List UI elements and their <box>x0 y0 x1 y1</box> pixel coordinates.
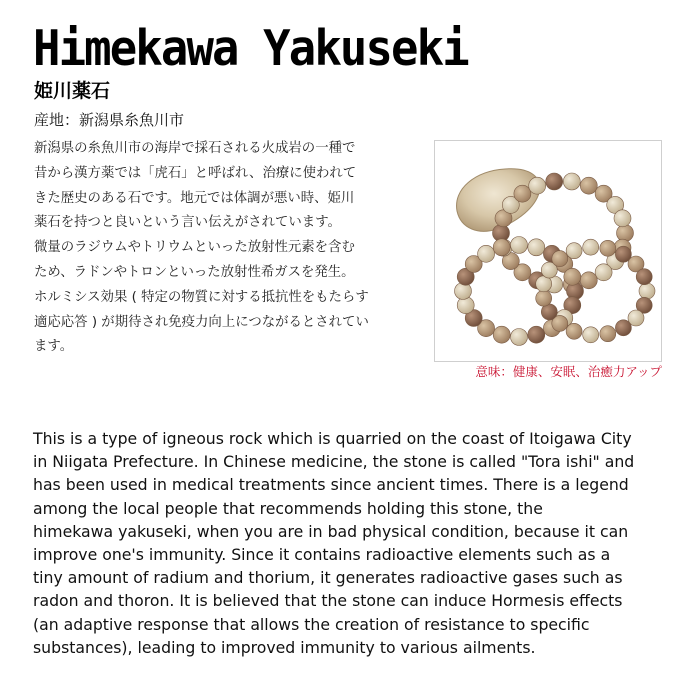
english-description-line: in Niigata Prefecture. In Chinese medicine, the stone is called "Tora ishi" and <box>33 452 635 472</box>
bracelet-bead <box>595 264 612 281</box>
bracelet-bead <box>546 173 563 190</box>
bracelet-bead <box>583 327 599 343</box>
bracelet-bead <box>529 177 546 194</box>
page-title: Himekawa Yakuseki <box>33 20 468 77</box>
english-description-line: This is a type of igneous rock which is quarried on the coast of Itoigawa City <box>33 429 632 448</box>
bracelet-bead <box>564 268 581 285</box>
bracelet-bead <box>583 239 599 255</box>
bracelet-bead <box>478 245 495 262</box>
japanese-description-line: 適応応答 ) が期待され免疫力向上につながるとされてい <box>34 314 369 330</box>
bracelet-bead <box>615 320 631 336</box>
english-description-line: radon and thoron. It is believed that the stone can induce Hormesis effects <box>33 591 623 611</box>
bracelet-bead <box>511 237 528 254</box>
bracelet-bead <box>563 173 580 190</box>
japanese-description <box>34 137 409 360</box>
bracelet-bead <box>580 272 597 289</box>
japanese-description-line: 新潟県の糸魚川市の海岸で採石される火成岩の一種で <box>34 141 356 156</box>
bracelet-bead <box>614 210 631 227</box>
bracelet-bead <box>528 239 545 256</box>
bracelet-bead <box>514 185 531 202</box>
english-description-line: (an adaptive response that allows the creation of resistance to specific <box>33 614 590 634</box>
english-description <box>33 427 678 659</box>
english-description-line: has been used in medical treatments since ancient times. There is a legend <box>33 475 629 495</box>
bracelet-bead <box>493 239 510 256</box>
bracelet-bead <box>566 243 582 259</box>
bracelet-bead <box>580 177 597 194</box>
bracelet-bead <box>528 326 545 343</box>
bracelet-bead <box>552 251 568 267</box>
english-description-line: substances), leading to improved immunity to various ailments. <box>33 637 536 657</box>
japanese-description-line: ホルミシス効果 ( 特定の物質に対する抵抗性をもたらす <box>34 289 369 305</box>
bracelet-bead <box>536 290 552 306</box>
bracelet-bead <box>566 323 582 339</box>
bracelet-bead <box>636 269 652 285</box>
bracelet-bead <box>617 225 634 242</box>
english-description-line: among the local people that recommends holding this stone, the <box>33 498 543 518</box>
english-description-line: himekawa yakuseki, when you are in bad physical condition, because it can <box>33 521 629 541</box>
bracelet-bead <box>639 283 655 299</box>
english-description-line: tiny amount of radium and thorium, it generates radioactive gases such as <box>33 568 623 588</box>
meaning-caption: 意味：健康、安眠、治癒力アップ <box>475 364 662 379</box>
stone-and-bracelets-illustration <box>435 141 661 361</box>
japanese-description-line: 微量のラジウムやトリウムといった放射性元素を含む <box>34 240 355 256</box>
japanese-description-line: きた歴史のある石です。地元では体調が悪い時、姫川 <box>34 190 355 206</box>
japanese-description-line: ます。 <box>34 339 74 355</box>
japanese-description-line: 薬石を持つと良いという言い伝えがされています。 <box>34 215 341 231</box>
japanese-description-line: ため、ラドンやトロンといった放射性希ガスを発生。 <box>34 264 355 280</box>
bracelet-bead <box>511 329 528 346</box>
bracelet-bead <box>600 240 616 256</box>
origin-label: 産地：新潟県糸魚川市 <box>34 111 185 129</box>
bracelet-bead <box>493 326 510 343</box>
product-photo <box>434 140 662 362</box>
japanese-description-line: 昔から漢方薬では「虎石」と呼ばれ、治療に使われて <box>34 165 357 181</box>
english-description-line: improve one's immunity. Since it contains radioactive elements such as a <box>33 545 611 565</box>
page-subtitle-japanese: 姫川薬石 <box>34 80 111 102</box>
bracelet-bead <box>600 326 616 342</box>
